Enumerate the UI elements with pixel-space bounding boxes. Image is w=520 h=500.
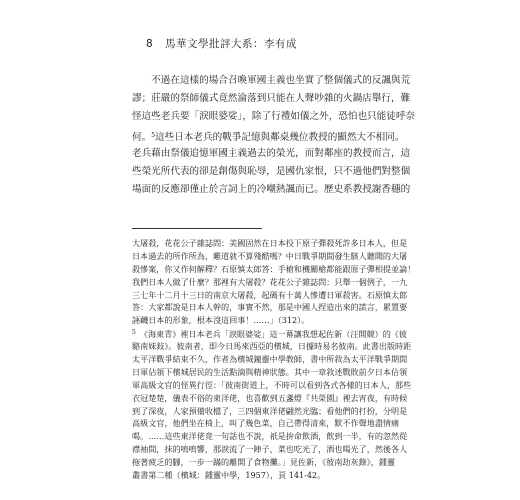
footnote-line: 太平洋戰爭結束不久，作者為檳城鐘靈中學教師，書中所敘為太平洋戰爭期間 <box>132 354 408 365</box>
footnote-line: 拖著疲乏的腳，一步一蹣的離開了食物攤。」見佐新，《彼南劫灰錄》，鍾靈 <box>132 457 396 468</box>
body-line <box>132 127 404 145</box>
body-line: 不過在這樣的場合召喚軍國主義也坐實了整個儀式的反諷與荒 <box>132 75 411 86</box>
footnote-line: 大屠殺，花花公子雜誌問：美國固然在日本投下原子彈殺死許多日本人，但是 <box>132 238 408 248</box>
footnotes <box>132 237 416 482</box>
page-number: 8 <box>146 38 154 50</box>
footnote-line: 軍高級文官的怪異行徑：「彼南街道上，不時可以看到各式各樣的日本人，那些 <box>132 379 412 390</box>
body-line: 場面的反應卻僅止於言詞上的冷嘲熱諷而已。歷史系教授謝香穗的 <box>132 184 411 196</box>
footnote-number: 5 <box>132 329 136 337</box>
footnote-line: 答：大家都說是日本人幹的，事實不然，那是中國人捏造出來的謊言，累置要 <box>132 302 408 313</box>
body-text <box>132 72 416 199</box>
body-line: 些榮光所代表的卻是創傷與恥辱，是國仇家恨，只不過他們對整個 <box>132 165 411 177</box>
body-line-rest: 這些日本老兵的戰爭記憶與鄰桌幾位教授的顯然大不相同。 <box>155 131 405 143</box>
body-line: 老兵藉由祭儀追憶軍國主義過去的榮光，而對鄰座的教授而言，這 <box>132 147 411 159</box>
footnote-line: 日本過去的所作所為，難道就不算殘酷嗎？中日戰爭期間發生駭人聽聞的大屠 <box>132 250 408 261</box>
footnote-line: 我們日本人做了什麼？那裡有大屠殺？花花公子雜誌問：只舉一個例子，一九 <box>132 276 408 287</box>
running-title: 馬華文學批評大系：李有成 <box>165 38 298 50</box>
footnote-line: 三七年十二月十三日的南京大屠殺，起碼有十萬人慘遭日軍殺害。石原慎太郎 <box>132 289 408 300</box>
footnote-line: 喝。……這些東洋佬竟一句話也不說，祇是拚命飲酒，飲到一半，有的忽然從 <box>132 431 408 442</box>
footnote-line: 殺慘案，你又作何解釋？石原慎太郎答：手槍和機關槍都能跟原子彈相提並論！ <box>132 263 416 274</box>
footnote-marker: 5 <box>151 131 156 139</box>
body-line-start: 何。 <box>132 131 152 143</box>
footnote-divider <box>132 228 262 229</box>
footnote-line: 日軍佔領下檳城居民的生活點滴與精神狀態。其中一章敘述戰敗前夕日本佔領 <box>132 366 408 377</box>
footnote-line: 到了深夜，人家預備收檔了，三四個東洋佬翩然光臨；看他們的打扮，分明是 <box>132 405 408 416</box>
footnote-line: 襟袖間，抹的嗚嗚響，那淚流了一陣子，菜也吃光了，酒也喝光了，然後各人 <box>132 444 408 455</box>
footnote-line: 衣冠楚楚，儀表不俗的東洋佬，也喜歡到五盞燈『共榮園』裡去宵夜，有時候 <box>132 392 408 403</box>
footnote-line: 誣衊日本的形象，根本沒這回事！……」（312）。 <box>132 315 310 326</box>
footnote-5-first-line <box>132 327 407 340</box>
running-header <box>146 36 297 51</box>
body-line: 怪這些老兵要「淚眼婆娑」，除了行禮如儀之外，恐怕也只能徒呼奈 <box>132 111 416 123</box>
footnote-line: 駱南妹鈙》。彼南者，即今日馬來西亞的檳城，日據時易名彼南。此書出版時距 <box>132 341 412 352</box>
footnote-line: 高級文官，他們坐在椅上，叫了幾色菜，自己帶得清來，默不作聲地盡情痛 <box>132 418 400 429</box>
body-line: 謬；莊嚴的祭師儀式竟然淪落到只能在人聲吵雜的火鍋店舉行，難 <box>132 93 411 105</box>
footnote-line: 叢書第二種（檳城：鍾靈中學，1957），頁 141-42。 <box>132 470 326 481</box>
footnote-5-text: 《海東青》裡日本老兵「淚眼婆娑」這一幕讓我想起佐新（汪開競）的《彼 <box>143 329 407 340</box>
